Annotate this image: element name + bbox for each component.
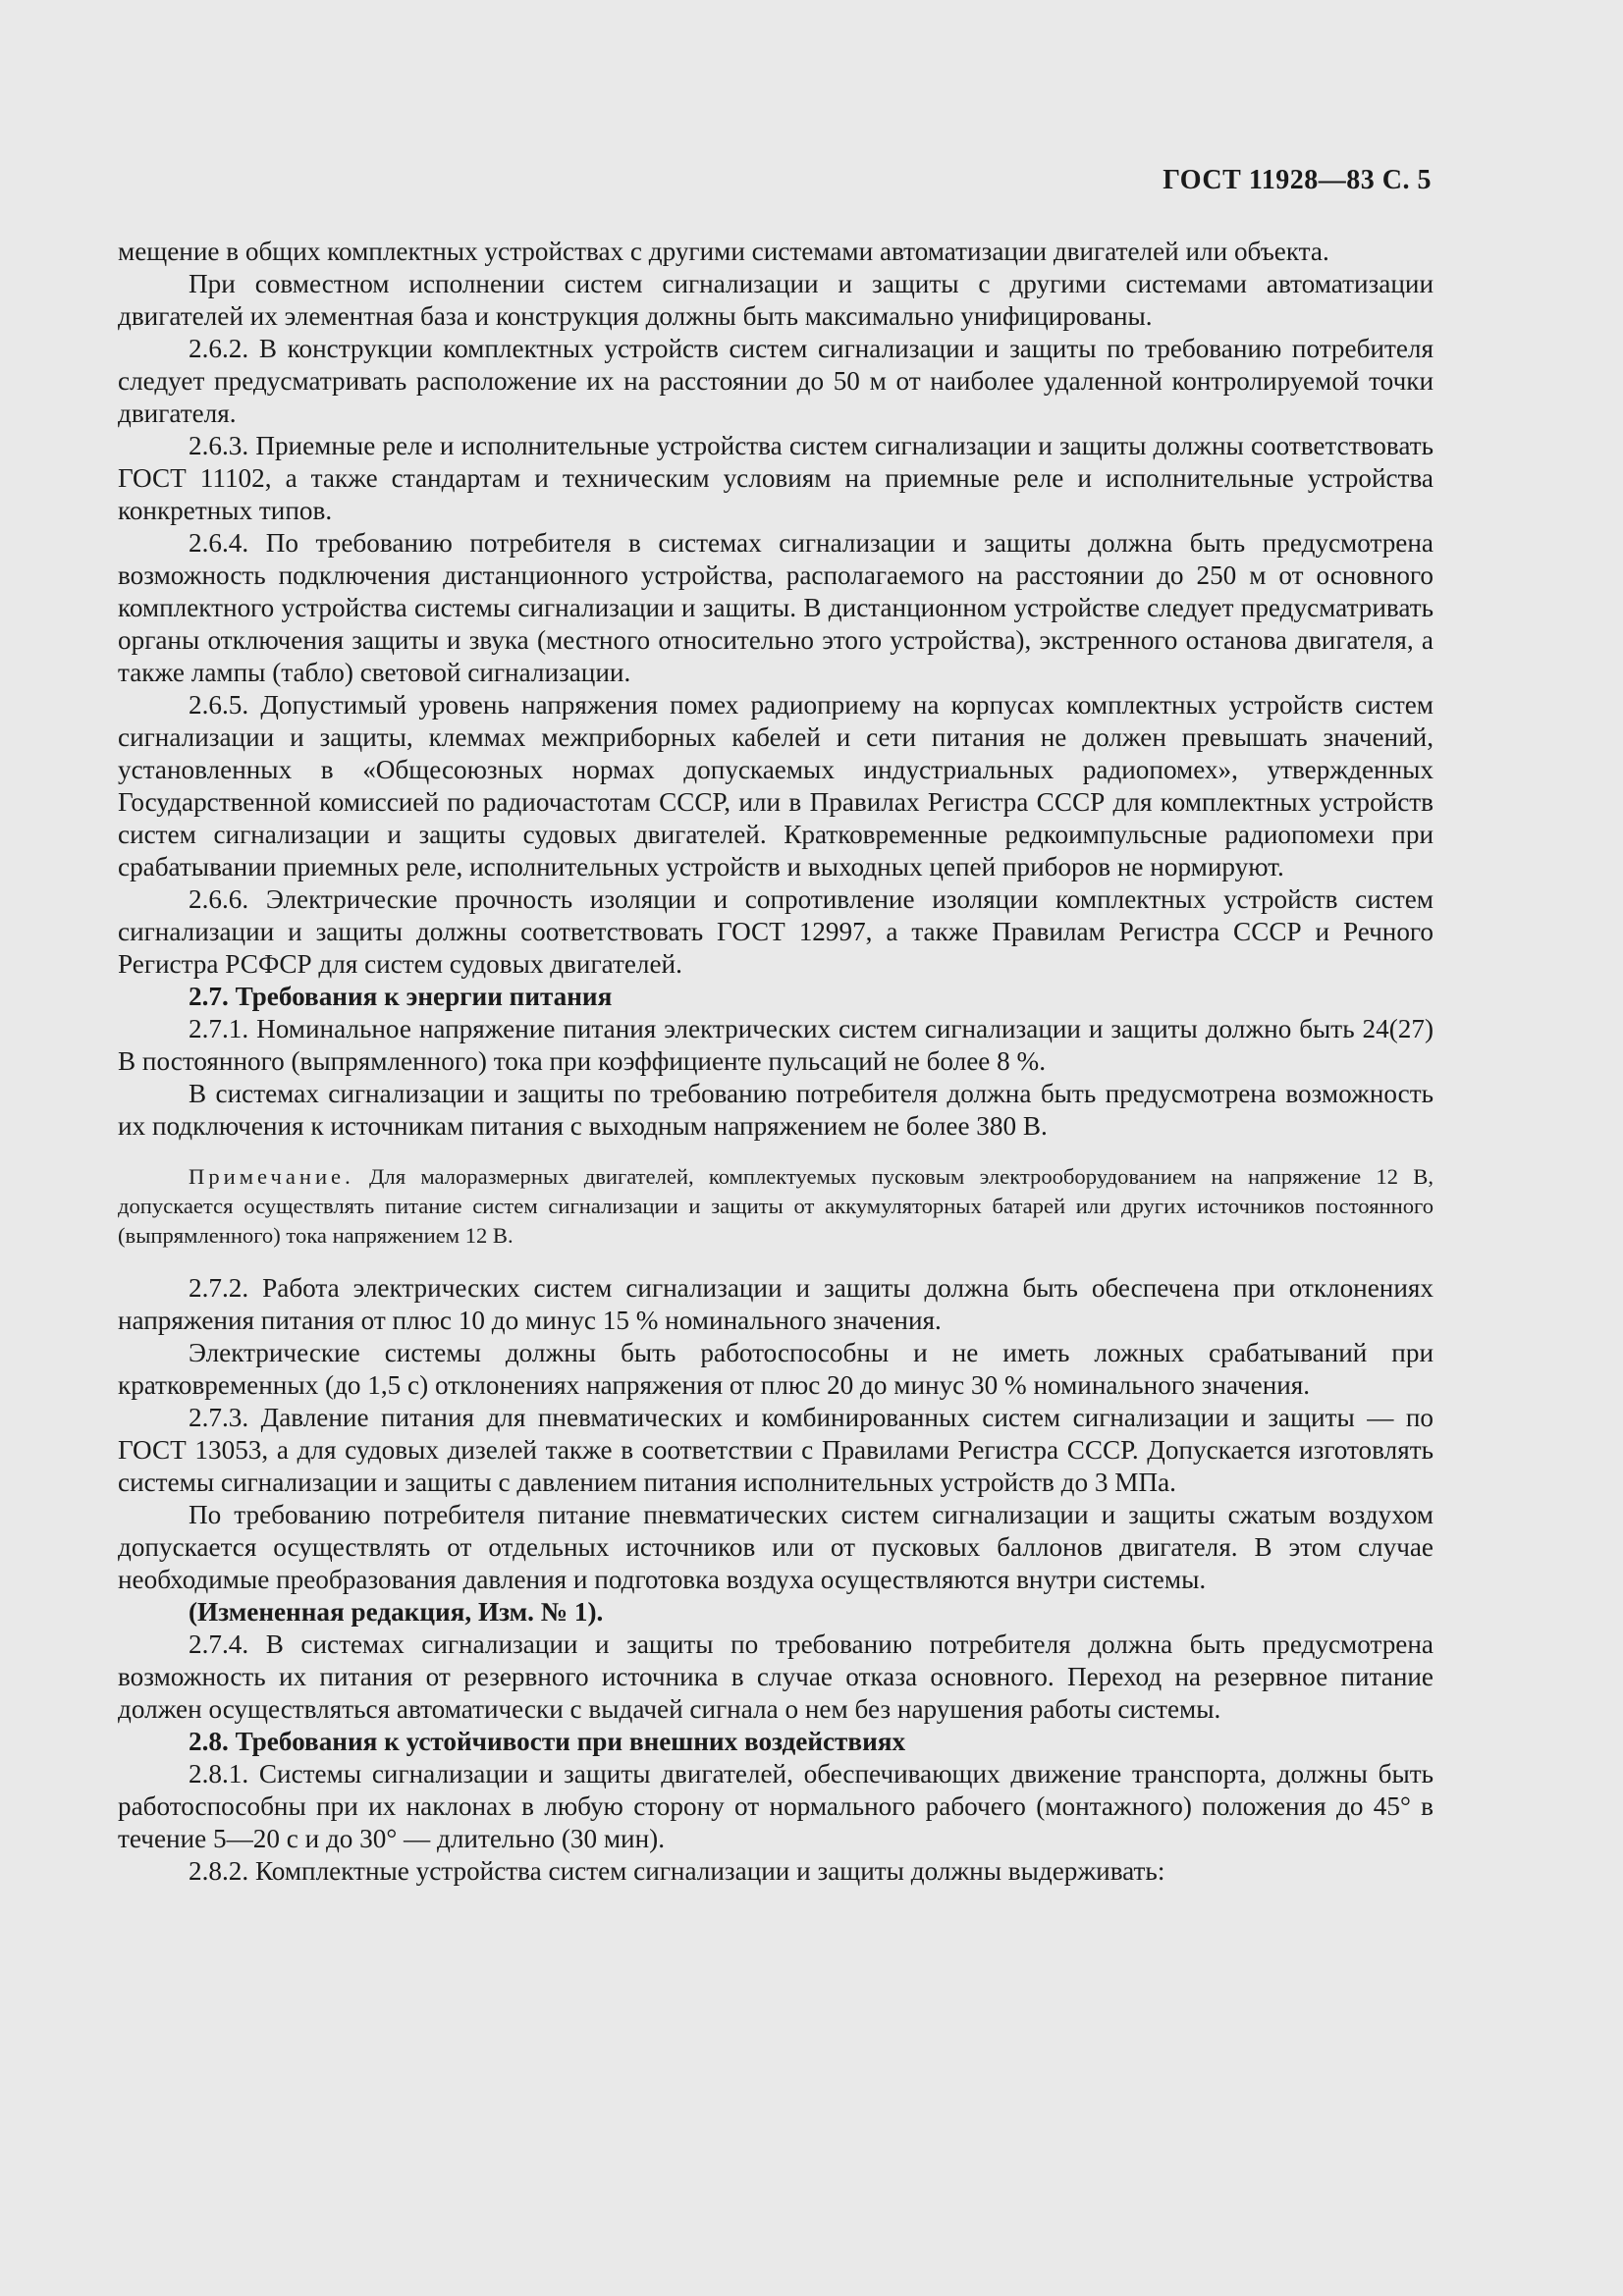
section-heading-2-8: 2.8. Требования к устойчивости при внешних воздействиях: [189, 1727, 906, 1756]
note: [118, 1162, 1434, 1251]
paragraph-2-7-1: 2.7.1. Номинальное напряжение питания электрических систем сигнализации и защиты должно быть 24(27) В постоянного (выпрямленного) тока при коэффициенте пульсаций не более 8 %.: [118, 1014, 1434, 1076]
document-body: [118, 236, 1434, 1888]
paragraph-2-7-3: 2.7.3. Давление питания для пневматических и комбинированных систем сигнализации и защиты — по ГОСТ 13053, а для судовых дизелей также в соответствии с Правилами Регистра СССР. Допускается изготовлять системы сигнализации и защиты с давлением питания исполнительных устройств до 3 МПа.: [118, 1403, 1434, 1497]
note-text: Для малоразмерных двигателей, комплектуемых пусковым электрооборудованием на напряжение 12 В, допускается осуществлять питание систем сигнализации и защиты от аккумуляторных батарей или других источников постоянного (выпрямленного) тока напряжением 12 В.: [118, 1164, 1434, 1248]
paragraph: По требованию потребителя питание пневматических систем сигнализации и защиты сжатым воздухом допускается осуществлять от отдельных источников или от пусковых баллонов двигателя. В этом случае необходимые преобразования давления и подготовка воздуха осуществляются внутри системы.: [118, 1500, 1434, 1594]
paragraph-continuation: мещение в общих комплектных устройствах с другими системами автоматизации двигателей или объекта.: [118, 237, 1329, 266]
section-heading-2-7: 2.7. Требования к энергии питания: [189, 982, 613, 1011]
paragraph-2-7-2: 2.7.2. Работа электрических систем сигнализации и защиты должна быть обеспечена при отклонениях напряжения питания от плюс 10 до минус 15 % номинального значения.: [118, 1273, 1434, 1335]
paragraph-2-8-1: 2.8.1. Системы сигнализации и защиты двигателей, обеспечивающих движение транспорта, должны быть работоспособны при их наклонах в любую сторону от нормального рабочего (монтажного) положения до 45° в течение 5—20 с и до 30° — длительно (30 мин).: [118, 1759, 1434, 1853]
paragraph-2-8-2: 2.8.2. Комплектные устройства систем сигнализации и защиты должны выдерживать:: [189, 1856, 1165, 1886]
paragraph: При совместном исполнении систем сигнализации и защиты с другими системами автоматизации двигателей их элементная база и конструкция должны быть максимально унифицированы.: [118, 269, 1434, 331]
note-label: Примечание.: [189, 1164, 354, 1189]
paragraph-2-6-6: 2.6.6. Электрические прочность изоляции и сопротивление изоляции комплектных устройств систем сигнализации и защиты должны соответствовать ГОСТ 12997, а также Правилам Регистра СССР и Речного Регистра РСФСР для систем судовых двигателей.: [118, 884, 1434, 979]
paragraph-2-7-4: 2.7.4. В системах сигнализации и защиты по требованию потребителя должна быть предусмотрена возможность их питания от резервного источника в случае отказа основного. Переход на резервное питание должен осуществляться автоматически с выдачей сигнала о нем без нарушения работы системы.: [118, 1629, 1434, 1724]
edition-note: (Измененная редакция, Изм. № 1).: [189, 1597, 604, 1627]
paragraph: Электрические системы должны быть работоспособны и не иметь ложных срабатываний при кратковременных (до 1,5 с) отклонениях напряжения от плюс 20 до минус 30 % номинального значения.: [118, 1338, 1434, 1400]
paragraph-2-6-3: 2.6.3. Приемные реле и исполнительные устройства систем сигнализации и защиты должны соответствовать ГОСТ 11102, а также стандартам и техническим условиям на приемные реле и исполнительные устройства конкретных типов.: [118, 431, 1434, 525]
paragraph-2-6-2: 2.6.2. В конструкции комплектных устройств систем сигнализации и защиты по требованию потребителя следует предусматривать расположение их на расстоянии до 50 м от наиболее удаленной контролируемой точки двигателя.: [118, 334, 1434, 428]
page-header: ГОСТ 11928—83 С. 5: [1163, 165, 1432, 195]
paragraph-2-6-4: 2.6.4. По требованию потребителя в системах сигнализации и защиты должна быть предусмотрена возможность подключения дистанционного устройства, располагаемого на расстоянии до 250 м от основного комплектного устройства системы сигнализации и защиты. В дистанционном устройстве следует предусматривать органы отключения защиты и звука (местного относительно этого устройства), экстренного останова двигателя, а также лампы (табло) световой сигнализации.: [118, 528, 1434, 687]
paragraph-2-6-5: 2.6.5. Допустимый уровень напряжения помех радиоприему на корпусах комплектных устройств систем сигнализации и защиты, клеммах межприборных кабелей и сети питания не должен превышать значений, установленных в «Общесоюзных нормах допускаемых индустриальных радиопомех», утвержденных Государственной комиссией по радиочастотам СССР, или в Правилах Регистра СССР для комплектных устройств систем сигнализации и защиты судовых двигателей. Кратковременные редкоимпульсные радиопомехи при срабатывании приемных реле, исполнительных устройств и выходных цепей приборов не нормируют.: [118, 690, 1434, 881]
paragraph: В системах сигнализации и защиты по требованию потребителя должна быть предусмотрена возможность их подключения к источникам питания с выходным напряжением не более 380 В.: [118, 1079, 1434, 1141]
